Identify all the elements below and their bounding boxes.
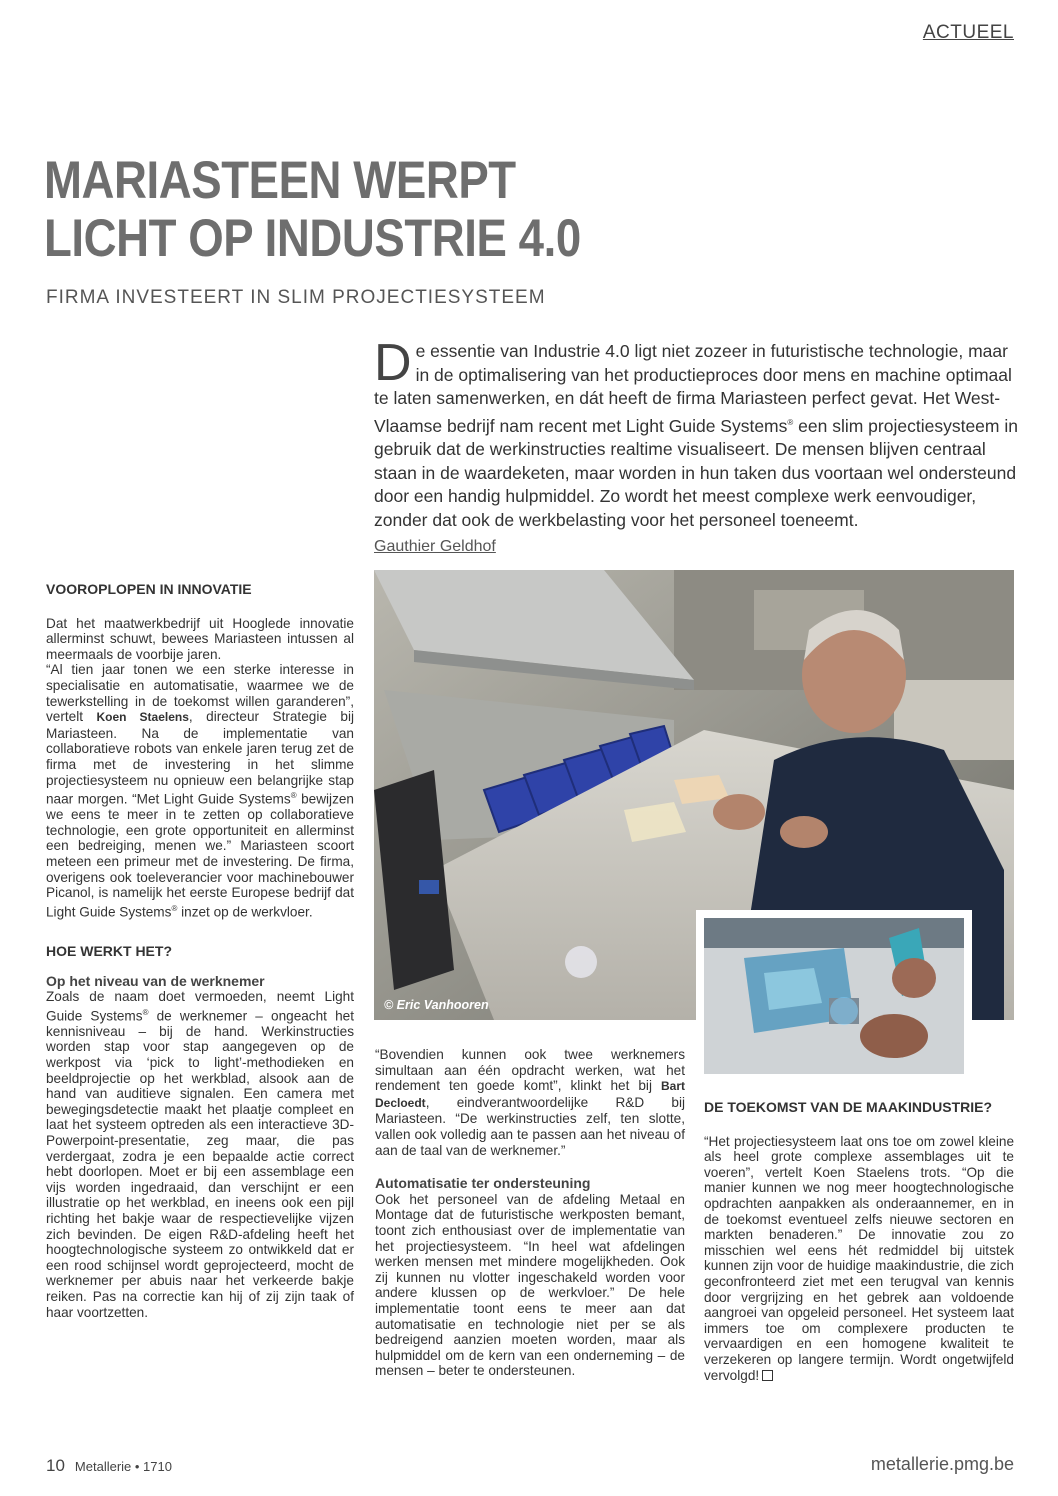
title-line-2: LICHT OP INDUSTRIE 4.0	[44, 209, 581, 268]
col3-paragraph-1	[704, 1134, 1014, 1384]
title-line-1: MARIASTEEN WERPT	[44, 151, 516, 210]
registered-mark: ®	[787, 417, 794, 427]
text: “Al tien jaar tonen we een sterke interesse in specialisatie en automatisatie, waarmee we de tewerkstelling in de toekomst willen garanderen”, vertelt	[46, 662, 354, 725]
col2-paragraph-1	[375, 1047, 685, 1158]
article-title	[44, 152, 744, 268]
column-1	[46, 582, 354, 1320]
col2-paragraph-2: Ook het personeel van de afdeling Metaal en Montage dat de futuristische werkposten bemant, toont zich enthousiast over de implementatie van het projectiesysteem. “In heel wat afdelingen werken mensen met mindere mogelijkheden. Ook zij kunnen nu vlotter ingeschakeld worden voor andere klussen op de werkvloer.” De hele implementatie toont eens te meer aan dat automatisatie en technologie niet per se als bedreigend aanzien moeten worden, maar als hulpmiddel om de kern van een onderneming – de mensen – beter te ondersteunen.	[375, 1191, 685, 1379]
text: , directeur Strategie bij Mariasteen. Na de implementatie van collaboratieve robots van enkele jaren terug zet de firma met de investering in het slimme projectiesysteem nu opnieuw een belangrijke stap naar morgen. “Met Light Guide Systems	[46, 709, 354, 807]
section-heading-innovatie: VOOROPLOPEN IN INNOVATIE	[46, 581, 252, 597]
subheading-werknemer: Op het niveau van de werknemer	[46, 972, 265, 989]
column-2	[375, 1047, 685, 1379]
lead-text-1: e essentie van Industrie 4.0 ligt niet zozeer in futuristische technologie, maar in de optimalisering van het productieproces door mens en machine optimaal te laten samenwerken, en dát heeft de firma Mariasteen perfect gevat. Het West-Vlaamse bedrijf nam recent met Light Guide Systems	[374, 341, 1012, 436]
article-subtitle: FIRMA INVESTEERT IN SLIM PROJECTIESYSTEEM	[46, 287, 546, 308]
drop-cap: D	[374, 334, 412, 392]
text: Zoals de naam doet vermoeden, neemt Light Guide Systems	[46, 989, 354, 1024]
page-number: 10	[46, 1456, 65, 1475]
photo-credit: © Eric Vanhooren	[384, 998, 489, 1012]
text: bewijzen we eens te meer in te zetten op collaboratieve technologie, een grote opportuniteit en allerminst een bedreiging, menen we.” Mariasteen scoort meteen een primeur met de investering. De firma, overigens ook toeleverancier voor machinebouwer Picanol, is namelijk het eerste Europese bedrijf dat Light Guide Systems	[46, 791, 354, 920]
person-name: Koen Staelens	[96, 710, 189, 725]
publication-issue: Metallerie • 1710	[74, 1459, 172, 1474]
column-3	[704, 1100, 1014, 1383]
registered-mark: ®	[171, 903, 178, 913]
registered-mark: ®	[290, 791, 297, 801]
projection-closeup-illustration	[704, 918, 964, 1074]
text: , eindverantwoordelijke R&D bij Mariasteen. “De werkinstructies zelf, ten slotte, vallen ook volledig aan te passen aan het niveau of aan de taal van de werknemer.”	[375, 1094, 685, 1158]
end-mark-icon	[762, 1370, 773, 1381]
text: de werknemer – ongeacht het kennisniveau – bij de hand. Werkinstructies worden stap voor stap aangegeven op de werkpost via ‘pick to light’-methodieken en beeldprojectie op het werkblad, alsook aan de hand van auditieve signalen. Een camera met bewegingsdetectie maakt het plaatje compleet en laat het systeem optreden als een interactieve 3D-Powerpoint-presentatie, zeg maar, die pas verdergaat, zodra je een bepaalde actie correct hebt doorlopen. Moet er bij een assemblage een vijs worden ingedraaid, dan verschijnt er een illustratie op het werkblad, en ineens ook een pijl richting het bakje waar de respectievelijke vijzen zich bevinden. De eigen R&D-afdeling heeft het hoogtechnologische systeem zo ontwikkeld dat er een rood schijnsel wordt geprojecteerd, mocht de werknemer per abuis naar het verkeerde bakje reiken. Pas na correctie kan hij of zij zijn taak of haar voortzetten.	[46, 1008, 354, 1320]
person-name: Bart Decloedt	[375, 1079, 685, 1110]
author-byline[interactable]: Gauthier Geldhof	[374, 538, 496, 555]
inset-photo	[696, 910, 972, 1082]
website-link[interactable]: metallerie.pmg.be	[870, 1454, 1014, 1474]
footer-left	[46, 1456, 172, 1476]
section-heading-toekomst: DE TOEKOMST VAN DE MAAKINDUSTRIE?	[704, 1099, 993, 1115]
text: inzet op de werkvloer.	[177, 904, 313, 920]
section-tag: ACTUEEL	[922, 22, 1014, 43]
col1-paragraph-1: Dat het maatwerkbedrijf uit Hooglede innovatie allerminst schuwt, bewees Mariasteen intussen al meermaals de voorbije jaren.	[46, 615, 354, 662]
col1-paragraph-3	[46, 989, 354, 1320]
registered-mark: ®	[142, 1007, 149, 1017]
text: “Het projectiesysteem laat ons toe om zowel kleine als heel grote complexe assemblages uit te voeren”, vertelt Koen Staelens trots. “Op die manier kunnen we nog meer hoogtechnologische opdrachten aanpakken als onderaannemer, en in de toekomst eventueel zelfs nieuwe sectoren en markten benaderen.” De innovatie zou zo misschien wel eens hét redmiddel bij uitstek kunnen zijn voor de huidige maakindustrie, die zich geconfronteerd ziet met een terugval van kennis door vergrijzing en het gebrek aan voldoende aangroei van opgeleid personeel. Het systeem laat immers toe om complexere producten te vervaardigen en een homogene kwaliteit te verzekeren op langere termijn. Wordt ongetwijfeld vervolgd!	[704, 1133, 1014, 1383]
text: “Bovendien kunnen ook twee werknemers simultaan aan één opdracht werken, wat het rendement ten goede komt”, klinkt het bij	[375, 1047, 685, 1094]
lead-paragraph	[374, 334, 1018, 533]
section-heading-hoe-werkt-het: HOE WERKT HET?	[46, 942, 172, 959]
subheading-automatisatie: Automatisatie ter ondersteuning	[375, 1175, 591, 1192]
col1-paragraph-2	[46, 662, 354, 920]
lead-text-2: een slim projectiesysteem in gebruik dat de werkinstructies realtime visualiseert. De mensen blijven centraal staan in de waardeketen, maar worden in hun taken dus voortaan wel ondersteund door een handig hulpmiddel. Zo wordt het meest complexe werk eenvoudiger, zonder dat ook de werkbelasting voor het personeel toeneemt.	[374, 415, 1018, 530]
